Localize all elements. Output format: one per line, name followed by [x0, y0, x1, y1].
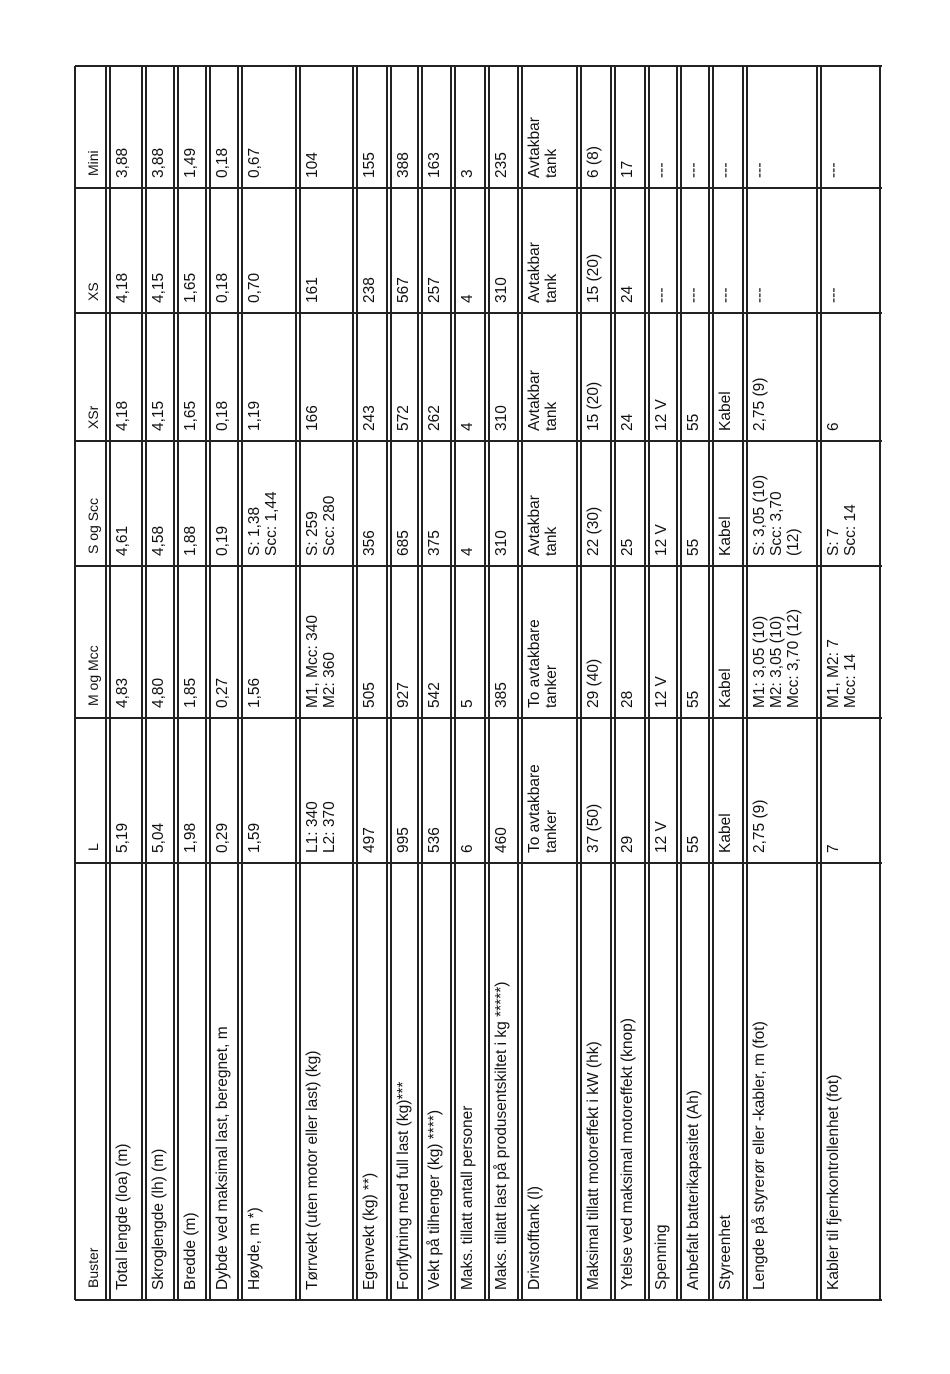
table-rule [105, 66, 107, 1300]
row-value-text: 12 V [653, 676, 670, 708]
table-rule [450, 66, 452, 1300]
table-rule [75, 565, 882, 567]
row-value-text: Kabel [717, 391, 734, 431]
row-value-text: 257 [426, 277, 443, 303]
row-value-text: S: 3,05 (10) Scc: 3,70 (12) [751, 475, 802, 556]
row-value-text: 161 [304, 277, 321, 303]
row-value-text: 1,59 [246, 822, 263, 853]
row-value-text: 22 (30) [585, 506, 602, 556]
row-value-text: 356 [361, 530, 378, 556]
row-value-text: 12 V [653, 821, 670, 853]
table-rule [241, 66, 243, 1300]
row-value-text: 4,15 [150, 272, 167, 303]
table-rule [75, 1299, 882, 1301]
header-model-3-text: XSr [85, 405, 101, 429]
table-rule [75, 65, 882, 67]
row-value-text: --- [825, 162, 842, 178]
row-value-text: 572 [395, 405, 412, 431]
row-value-text: To avtakbare tanker [526, 619, 560, 708]
row-value-text: 0,18 [214, 147, 231, 178]
row-value-text: 0,18 [214, 272, 231, 303]
table-rule [746, 66, 748, 1300]
row-label-text: Egenvekt (kg) **) [361, 1172, 378, 1290]
table-rule [109, 66, 111, 1300]
row-label-text: Forflytning med full last (kg)*** [395, 1081, 412, 1290]
row-value-text: 163 [426, 152, 443, 178]
row-value-text: 104 [304, 152, 321, 178]
row-label-text: Maks. tillatt last på produsentskiltet i kg *****) [493, 981, 510, 1290]
row-value-text: 1,65 [182, 272, 199, 303]
row-value-text: 536 [426, 827, 443, 853]
table-rule [352, 66, 354, 1300]
row-value-text: Kabel [717, 516, 734, 556]
row-value-text: S: 259 Scc: 280 [304, 495, 338, 556]
row-value-text: 29 (40) [585, 658, 602, 708]
row-value-text: 37 (50) [585, 803, 602, 853]
row-value-text: L1: 340 L2: 370 [304, 801, 338, 853]
row-value-text: 166 [304, 405, 321, 431]
row-value-text: Avtakbar tank [526, 495, 560, 556]
row-value-text: Avtakbar tank [526, 370, 560, 431]
row-value-text: 4 [459, 547, 476, 556]
table-rule [74, 66, 76, 1300]
row-value-text: --- [717, 162, 734, 178]
table-rule [421, 66, 423, 1300]
table-rule [75, 862, 882, 864]
table-rule [75, 440, 882, 442]
row-value-text: Kabel [717, 668, 734, 708]
row-value-text: 243 [361, 405, 378, 431]
row-value-text: 4,15 [150, 400, 167, 431]
table-rule [454, 66, 456, 1300]
row-label-text: Maksimal tillatt motoreffekt i kW (hk) [585, 1041, 602, 1290]
row-value-text: 4 [459, 422, 476, 431]
row-value-text: 17 [619, 160, 636, 178]
row-value-text: 1,49 [182, 147, 199, 178]
row-value-text: --- [751, 162, 768, 178]
row-value-text: 4,80 [150, 677, 167, 708]
row-value-text: 0,67 [246, 147, 263, 178]
row-value-text: 3 [459, 169, 476, 178]
row-value-text: M1, M2: 7 Mcc: 14 [825, 639, 859, 708]
table-rule [576, 66, 578, 1300]
row-value-text: 1,65 [182, 400, 199, 431]
header-corner-text: Buster [85, 1247, 101, 1288]
header-model-2-text: S og Scc [85, 497, 101, 554]
row-value-text: 235 [493, 152, 510, 178]
row-value-text: 375 [426, 530, 443, 556]
table-rule [488, 66, 490, 1300]
row-label-text: Bredde (m) [182, 1212, 199, 1290]
row-value-text: 567 [395, 277, 412, 303]
row-label-text: Lengde på styrerør eller -kabler, m (fot) [751, 1021, 768, 1290]
row-label-text: Anbefalt batterikapasitet (Ah) [685, 1090, 702, 1290]
row-value-text: 310 [493, 530, 510, 556]
row-value-text: 310 [493, 405, 510, 431]
row-value-text: M1: 3,05 (10) M2: 3,05 (10) Mcc: 3,70 (12) [751, 608, 802, 708]
row-label-text: Skroglengde (lh) (m) [150, 1148, 167, 1290]
row-value-text: 15 (20) [585, 381, 602, 431]
row-value-text: 12 V [653, 524, 670, 556]
row-value-text: 4,83 [114, 677, 131, 708]
row-value-text: --- [751, 287, 768, 303]
row-label-text: Høyde, m *) [246, 1207, 263, 1290]
row-value-text: --- [685, 162, 702, 178]
row-value-text: 238 [361, 277, 378, 303]
row-label-text: Tørrvekt (uten motor eller last) (kg) [304, 1050, 321, 1290]
row-value-text: 2,75 (9) [751, 799, 768, 853]
table-rule [205, 66, 207, 1300]
table-rule [680, 66, 682, 1300]
table-rule [614, 66, 616, 1300]
row-value-text: 1,98 [182, 822, 199, 853]
table-rule [580, 66, 582, 1300]
header-model-0-text: L [85, 843, 101, 851]
row-label-text: Styreenhet [717, 1215, 734, 1290]
row-value-text: Avtakbar tank [526, 242, 560, 303]
row-label-text: Maks. tillatt antall personer [459, 1105, 476, 1290]
table-rule [742, 66, 744, 1300]
table-rule [295, 66, 297, 1300]
table-rule [75, 187, 882, 189]
table-rule [299, 66, 301, 1300]
row-value-text: 155 [361, 152, 378, 178]
row-value-text: 5,04 [150, 822, 167, 853]
row-value-text: 7 [825, 844, 842, 853]
row-value-text: --- [717, 287, 734, 303]
row-value-text: 497 [361, 827, 378, 853]
row-value-text: 542 [426, 682, 443, 708]
header-model-1-text: M og Mcc [85, 645, 101, 706]
row-value-text: To avtakbare tanker [526, 764, 560, 853]
row-value-text: 4,58 [150, 525, 167, 556]
row-value-text: 1,88 [182, 525, 199, 556]
row-label-text: Kabler til fjernkontrollenhet (fot) [825, 1074, 842, 1290]
row-label-text: Drivstofftank (l) [526, 1186, 543, 1290]
row-value-text: 310 [493, 277, 510, 303]
table-rule [648, 66, 650, 1300]
row-value-text: 24 [619, 413, 636, 431]
row-value-text: 1,56 [246, 677, 263, 708]
row-value-text: Kabel [717, 813, 734, 853]
row-label-text: Total lengde (loa) (m) [114, 1143, 131, 1290]
row-value-text: 4,18 [114, 272, 131, 303]
table-rule [676, 66, 678, 1300]
table-rule [820, 66, 822, 1300]
row-value-text: 6 (8) [585, 146, 602, 178]
row-value-text: 55 [685, 835, 702, 853]
table-rule [390, 66, 392, 1300]
table-rule [75, 717, 882, 719]
header-model-5-text: Mini [85, 150, 101, 176]
row-value-text: 0,29 [214, 822, 231, 853]
row-value-text: 1,85 [182, 677, 199, 708]
row-value-text: 24 [619, 285, 636, 303]
row-value-text: 29 [619, 835, 636, 853]
row-value-text: 388 [395, 152, 412, 178]
row-value-text: 12 V [653, 399, 670, 431]
table-rule [173, 66, 175, 1300]
row-value-text: 4 [459, 294, 476, 303]
row-value-text: 262 [426, 405, 443, 431]
row-value-text: 25 [619, 538, 636, 556]
row-value-text: 385 [493, 682, 510, 708]
row-value-text: 1,19 [246, 400, 263, 431]
row-value-text: 0,70 [246, 272, 263, 303]
table-rule [610, 66, 612, 1300]
row-value-text: 55 [685, 413, 702, 431]
table-rule [237, 66, 239, 1300]
row-value-text: 2,75 (9) [751, 377, 768, 431]
row-value-text: S: 1,38 Scc: 1,44 [246, 491, 280, 556]
row-label-text: Spenning [653, 1224, 670, 1290]
row-value-text: 28 [619, 690, 636, 708]
table-rule [145, 66, 147, 1300]
row-value-text: 55 [685, 538, 702, 556]
row-value-text: 4,61 [114, 525, 131, 556]
table-rule [712, 66, 714, 1300]
table-rule [816, 66, 818, 1300]
row-value-text: 55 [685, 690, 702, 708]
row-value-text: --- [653, 162, 670, 178]
table-rule [386, 66, 388, 1300]
table-rule [417, 66, 419, 1300]
row-value-text: Avtakbar tank [526, 117, 560, 178]
row-value-text: 15 (20) [585, 253, 602, 303]
table-rule [177, 66, 179, 1300]
table-rule [708, 66, 710, 1300]
table-rule [141, 66, 143, 1300]
table-rule [521, 66, 523, 1300]
row-value-text: 6 [459, 844, 476, 853]
row-label-text: Ytelse ved maksimal motoreffekt (knop) [619, 1018, 636, 1290]
row-value-text: --- [653, 287, 670, 303]
row-value-text: 927 [395, 682, 412, 708]
row-value-text: 0,19 [214, 525, 231, 556]
table-rule [356, 66, 358, 1300]
table-rule [484, 66, 486, 1300]
row-value-text: 0,27 [214, 677, 231, 708]
row-value-text: --- [685, 287, 702, 303]
row-value-text: S: 7 Scc: 14 [825, 504, 859, 556]
table-rule [75, 312, 882, 314]
table-rule [517, 66, 519, 1300]
row-value-text: 460 [493, 827, 510, 853]
row-value-text: 5 [459, 699, 476, 708]
table-rule [209, 66, 211, 1300]
row-value-text: 5,19 [114, 822, 131, 853]
table-rule [879, 66, 881, 1300]
row-label-text: Dybde ved maksimal last, beregnet, m [214, 1026, 231, 1290]
row-value-text: --- [825, 287, 842, 303]
row-value-text: 4,18 [114, 400, 131, 431]
row-value-text: M1, Mcc: 340 M2: 360 [304, 614, 338, 708]
row-value-text: 995 [395, 827, 412, 853]
row-value-text: 3,88 [114, 147, 131, 178]
header-model-4-text: XS [85, 282, 101, 301]
row-value-text: 685 [395, 530, 412, 556]
table-rule [644, 66, 646, 1300]
row-value-text: 3,88 [150, 147, 167, 178]
row-value-text: 0,18 [214, 400, 231, 431]
row-value-text: 505 [361, 682, 378, 708]
row-label-text: Vekt på tilhenger (kg) ****) [426, 1109, 443, 1290]
row-value-text: 6 [825, 422, 842, 431]
